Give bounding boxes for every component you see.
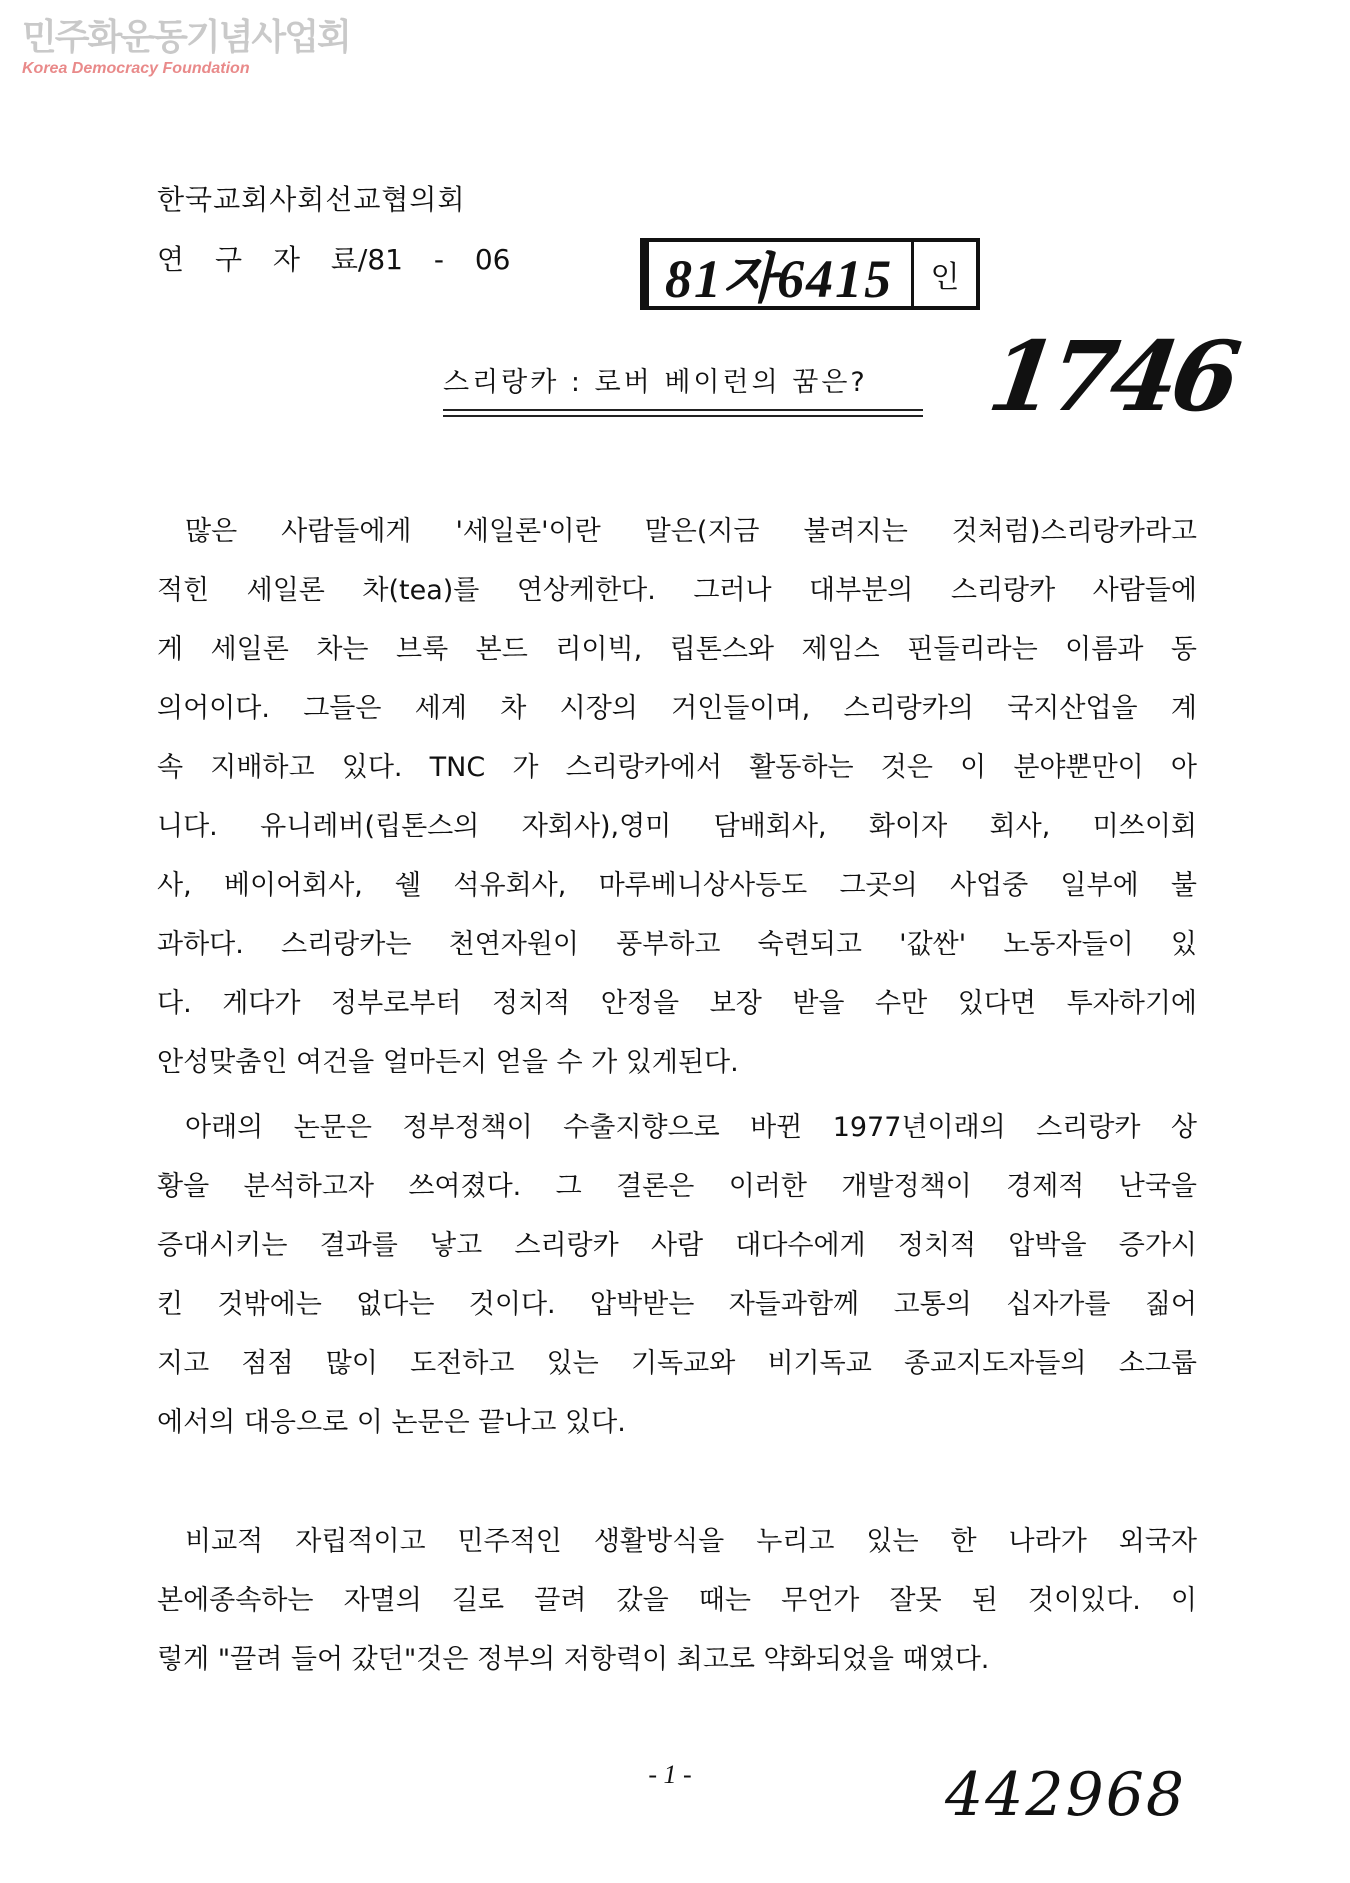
- text-line: 니다. 유니레버(립톤스의 자회사),영미 담배회사, 화이자 회사, 미쓰이회: [157, 811, 1197, 842]
- watermark-subtitle: Korea Democracy Foundation: [22, 60, 250, 77]
- document-title-block: [443, 360, 923, 417]
- text-line: 적힌 세일론 차(tea)를 연상케한다. 그러나 대부분의 스리랑카 사람들에: [157, 575, 1197, 606]
- text-line: 본에종속하는 자멸의 길로 끌려 갔을 때는 무언가 잘못 된 것이있다. 이: [157, 1585, 1197, 1616]
- text-line: 의어이다. 그들은 세계 차 시장의 거인들이며, 스리랑카의 국지산업을 계: [157, 693, 1197, 724]
- text-line: 아래의 논문은 정부정책이 수출지향으로 바뀐 1977년이래의 스리랑카 상: [185, 1112, 1197, 1143]
- page-number: - 1 -: [648, 1760, 692, 1789]
- text-line: 과하다. 스리랑카는 천연자원이 풍부하고 숙련되고 '값싼' 노동자들이 있: [157, 929, 1197, 960]
- watermark-logo: [22, 18, 350, 78]
- watermark-title: 민주화운동기념사업회: [22, 17, 350, 58]
- organization-name: 한국교회사회선교협의회: [157, 183, 466, 216]
- text-line: 많은 사람들에게 '세일론'이란 말은(지금 불려지는 것처럼)스리랑카라고: [185, 516, 1197, 547]
- text-line: 게 세일론 차는 브룩 본드 리이빅, 립톤스와 제임스 핀들리라는 이름과 동: [157, 634, 1197, 665]
- handwritten-number-top: 1746: [982, 320, 1242, 433]
- paragraph-1: [157, 502, 1197, 1092]
- registration-stamp: [640, 238, 980, 310]
- text-line: 증대시키는 결과를 낳고 스리랑카 사람 대다수에게 정치적 압박을 증가시: [157, 1230, 1197, 1261]
- text-line: 렇게 "끌려 들어 갔던"것은 정부의 저항력이 최고로 약화되었을 때였다.: [157, 1644, 990, 1675]
- text-line: 지고 점점 많이 도전하고 있는 기독교와 비기독교 종교지도자들의 소그룹: [157, 1348, 1197, 1379]
- text-line: 사, 베이어회사, 쉘 석유회사, 마루베니상사등도 그곳의 사업중 일부에 불: [157, 870, 1197, 901]
- text-line: 비교적 자립적이고 민주적인 생활방식을 누리고 있는 한 나라가 외국자: [185, 1526, 1197, 1557]
- paragraph-3: [157, 1512, 1197, 1689]
- text-line: 킨 것밖에는 없다는 것이다. 압박받는 자들과함께 고통의 십자가를 짊어: [157, 1289, 1197, 1320]
- text-line: 안성맞춤인 여건을 얼마든지 얻을 수 가 있게된다.: [157, 1047, 739, 1078]
- paragraph-2: [157, 1098, 1197, 1452]
- document-reference: 연 구 자 료/81 - 06: [157, 243, 511, 276]
- document-title: 스리랑카 : 로버 베이런의 꿈은?: [443, 367, 868, 398]
- title-underline: [443, 409, 923, 417]
- stamp-seal-label: 인: [911, 242, 976, 306]
- text-line: 황을 분석하고자 쓰여졌다. 그 결론은 이러한 개발정책이 경제적 난국을: [157, 1171, 1197, 1202]
- stamp-number: 81자6415: [665, 248, 894, 309]
- text-line: 속 지배하고 있다. TNC 가 스리랑카에서 활동하는 것은 이 분야뿐만이 아: [157, 752, 1197, 783]
- text-line: 에서의 대응으로 이 논문은 끝나고 있다.: [157, 1407, 626, 1438]
- text-line: 다. 게다가 정부로부터 정치적 안정을 보장 받을 수만 있다면 투자하기에: [157, 988, 1197, 1019]
- handwritten-number-bottom: 442968: [945, 1760, 1187, 1830]
